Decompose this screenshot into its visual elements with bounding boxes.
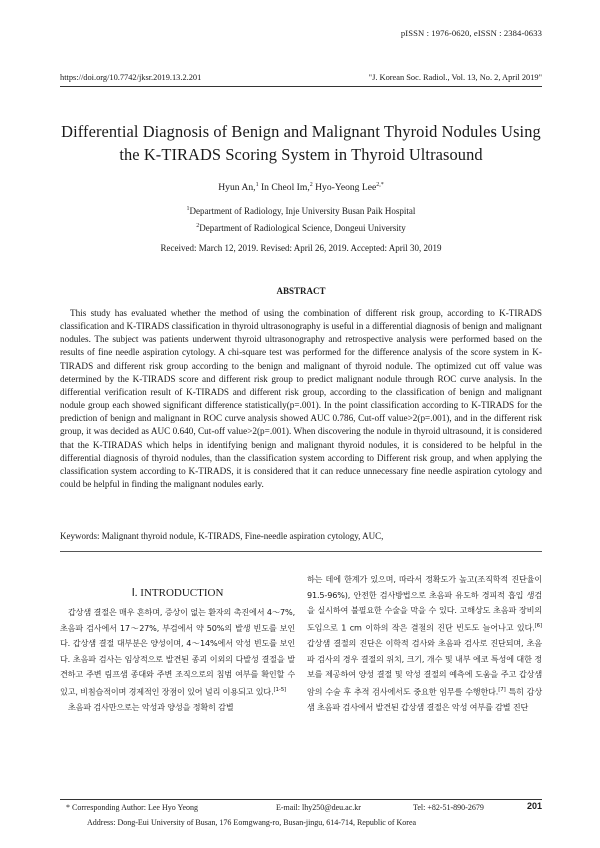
affiliation-2-mark: 2 [196, 223, 200, 229]
right-text-c: 특히 갑상샘 초음파 검사에서 발견된 갑상샘 결절은 악성 여부를 감별 진단 [307, 686, 542, 713]
intro-paragraph-1-text: 갑상샘 결절은 매우 흔하며, 증상이 없는 환자의 촉진에서 4～7%, 초음파 검사에서 17～27%, 부검에서 약 50%의 발생 빈도를 보인다. 갑상샘 결절 대부분은 양성이며, 4～14%에서 악성 빈도를 보인다. 초음파 검사는 임상적으로 발견된 종괴 이외의 다발성 결절을 발견하고 주변 림프샘 종대와 주변 조직으로의 침범 여부를 확인할 수 있고, 비침습적이며 경제적인 장점이 있어 널리 이용되고 있다. [60, 607, 295, 697]
citation-6: [6] [534, 622, 542, 629]
affiliation-1-mark: 1 [186, 206, 190, 212]
paper-title [60, 120, 542, 166]
abstract-heading: ABSTRACT [276, 286, 326, 296]
section-heading-introduction: Ⅰ. INTRODUCTION [131, 587, 224, 599]
author-1-mark: 1 [255, 182, 259, 188]
footer-divider [60, 799, 542, 800]
affiliation-1 [60, 206, 542, 216]
left-column [60, 605, 295, 715]
corresponding-author: * Corresponding Author: Lee Hyo Yeong [66, 803, 198, 812]
doi-link[interactable]: https://doi.org/10.7742/jksr.2019.13.2.201 [60, 73, 202, 82]
author-list [60, 182, 542, 193]
issn-line: pISSN : 1976-0620, eISSN : 2384-0633 [400, 28, 542, 38]
author-3-mark: 2,* [376, 182, 384, 188]
abstract-text: This study has evaluated whether the method of using the combination of different risk group, according to K-TIRADS classification and K-TIRADS classification in thyroid ultrasonography is useful in a differential diagnosis of benign and malignant nodules. The subject was patients underwent thyroid ultrasonography and retrospective analysis were performed based on the results of fine needle aspiration cytology. A chi-square test was performed for the difference analysis of the score system in K-TIRADS and different risk group according to the benign and malignant of thyroid nodule. The optimized cut off value was determined by the K-TIRADS score and different risk group to predict malignant nodule through ROC curve analysis. In the differential verification result of K-TIRADS and different risk group, according to the classification of benign and malignant nodule group each showed significant difference statistically(p=.001). In the point classification according to K-TIRADS for the prediction of benign and malignant in ROC curve analysis showed AUC 0.786, Cut-off value>2(p=.001), and in the different risk group, it was decided as AUC 0.640, Cut-off value>2(p=.001). When discovering the nodule in thyroid ultrasound, it is considered that the K-TIRADAS which helps in identifying benign and malignant thyroid nodules, it is considered to be helpful in the differential diagnosis of thyroid nodules, than the classification system according to Different risk group, and when applying the classification system according to K-TIRADS, it is considered that it can reduce unnecessary fine needle aspiration cytology and could be helpful in finding the malignant nodules early. [60, 308, 542, 490]
intro-paragraph-2: 초음파 검사만으로는 악성과 양성을 정확히 감별 [68, 701, 234, 712]
title-line-1: Differential Diagnosis of Benign and Malignant Thyroid Nodules Using [61, 122, 541, 141]
corresponding-tel: Tel: +82-51-890-2679 [413, 803, 484, 812]
keywords-divider [60, 551, 542, 552]
author-2-mark: 2 [309, 182, 313, 188]
keywords: Keywords: Malignant thyroid nodule, K-TIRADS, Fine-needle aspiration cytology, AUC, [60, 531, 384, 541]
journal-citation: "J. Korean Soc. Radiol., Vol. 13, No. 2, April 2019" [368, 73, 542, 82]
author-2: In Cheol Im, [258, 182, 310, 194]
citation-7: [7] [498, 686, 506, 693]
affiliation-2 [60, 223, 542, 233]
corresponding-email[interactable]: E-mail: lhy250@deu.ac.kr [276, 803, 361, 812]
affiliation-1-text: Department of Radiology, Inje University Busan Paik Hospital [189, 206, 416, 216]
citation-1-5: [1-5] [273, 686, 287, 693]
author-1: Hyun An, [218, 182, 256, 194]
intro-paragraph-continued [307, 572, 542, 716]
right-text-a: 하는 데에 한계가 있으며, 따라서 정확도가 높고(조직학적 진단율이 91.5-96%), 안전한 검사방법으로 초음파 유도하 경피적 흡입 생검을 실시하여 불필요한 수술을 막을 수 있다. 고해상도 초음파 장비의 도입으로 1 cm 이하의 작은 결절의 진단 빈도도 늘어나고 있다. [307, 574, 542, 633]
right-column [307, 572, 542, 716]
page-number: 201 [526, 801, 542, 811]
right-text-b: 갑상샘 결절의 진단은 이학적 검사와 초음파 검사로 진단되며, 초음파 검사의 경우 결절의 위치, 크기, 개수 및 내부 에코 특성에 대한 정보를 제공하여 양성 결절 및 악성 결절의 예측에 도움을 주고 갑상샘암의 수술 후 추적 검사에서도 중요한 임무를 수행한다. [307, 638, 542, 697]
title-line-2: the K-TIRADS Scoring System in Thyroid Ultrasound [119, 145, 483, 164]
corresponding-address: Address: Dong-Eui University of Busan, 176 Eomgwang-ro, Busan-jingu, 614-714, Republic of Korea [87, 818, 417, 827]
received-dates: Received: March 12, 2019. Revised: April 26, 2019. Accepted: April 30, 2019 [160, 243, 442, 253]
intro-paragraph-1 [60, 605, 295, 700]
header-divider [60, 86, 542, 87]
author-3: Hyo-Yeong Lee [312, 182, 377, 194]
affiliation-2-text: Department of Radiological Science, Dongeui University [199, 223, 406, 233]
